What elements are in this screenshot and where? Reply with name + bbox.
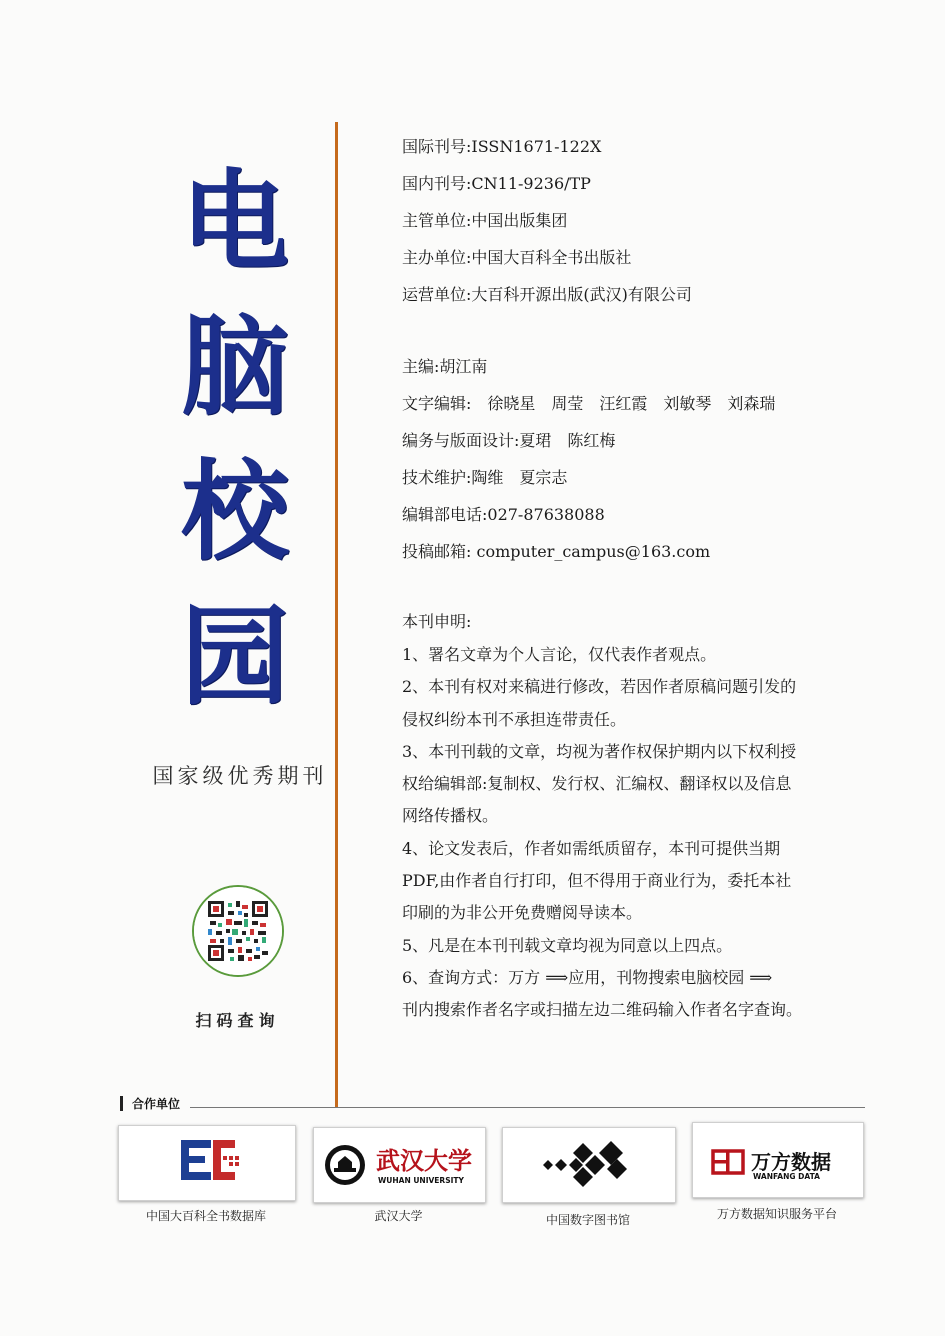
notice-title: 本刊申明:	[402, 612, 472, 631]
scan-to-query-label: 扫码查询	[195, 1011, 280, 1030]
sponsor-line: 主办单位:中国大百科全书出版社	[402, 248, 632, 267]
operator-line: 运营单位:大百科开源出版(武汉)有限公司	[402, 285, 692, 304]
title-char: 校	[180, 449, 289, 575]
notice-line: 刊内搜索作者名字或扫描左边二维码输入作者名字查询。	[402, 1000, 803, 1020]
wanfang-logo-en: WANFANG DATA	[753, 1172, 820, 1181]
whu-logo-cn: 武汉大学	[376, 1146, 472, 1175]
partner-caption: 武汉大学	[374, 1209, 423, 1223]
phone-line: 编辑部电话:027-87638088	[402, 505, 605, 524]
tech-support-line: 技术维护:陶维 夏宗志	[402, 468, 568, 487]
title-char: 脑	[180, 304, 289, 430]
wanfang-logo-icon	[693, 1123, 863, 1197]
notice-line: 权给编辑部:复制权、发行权、汇编权、翻译权以及信息	[402, 774, 792, 794]
partner-logo-wanfang[interactable]	[692, 1122, 864, 1198]
supervisor-line: 主管单位:中国出版集团	[402, 211, 568, 230]
partner-caption: 中国大百科全书数据库	[145, 1209, 266, 1223]
title-char: 电	[180, 159, 289, 285]
chief-editor-line: 主编:胡江南	[402, 357, 488, 376]
layout-design-line: 编务与版面设计:夏珺 陈红梅	[402, 431, 616, 450]
qr-code-icon[interactable]	[192, 885, 284, 977]
notice-line: 4、论文发表后，作者如需纸质留存，本刊可提供当期	[402, 838, 781, 858]
partner-logo-whu[interactable]	[313, 1127, 486, 1203]
email-line[interactable]: 投稿邮箱: computer_campus@163.com	[402, 542, 711, 561]
whu-emblem-icon	[314, 1128, 485, 1202]
notice-line: PDF,由作者自行打印，但不得用于商业行为，委托本社	[402, 871, 792, 891]
whu-logo-en: WUHAN UNIVERSITY	[378, 1176, 464, 1185]
national-journal-badge: 国家级优秀期刊	[152, 764, 328, 788]
text-editors-line: 文字编辑: 徐晓星 周莹 汪红霞 刘敏琴 刘森瑞	[402, 394, 776, 413]
notice-line: 印刷的为非公开免费赠阅导读本。	[402, 903, 643, 923]
journal-title	[160, 150, 310, 730]
wanfang-logo-cn: 万方数据	[751, 1150, 831, 1174]
partners-title: 合作单位	[132, 1097, 181, 1111]
partner-caption: 中国数字图书馆	[545, 1213, 630, 1227]
partner-logo-digital-library[interactable]	[502, 1127, 676, 1203]
encyclopedia-db-icon	[119, 1126, 295, 1200]
publication-info	[402, 128, 872, 1027]
digital-library-icon	[503, 1128, 675, 1202]
cn-line: 国内刊号:CN11-9236/TP	[402, 174, 591, 193]
partner-caption: 万方数据知识服务平台	[716, 1207, 837, 1221]
title-char: 园	[180, 594, 289, 720]
vertical-divider	[335, 122, 338, 1108]
notice-line: 1、署名文章为个人言论，仅代表作者观点。	[402, 645, 717, 664]
notice-line: 侵权纠纷本刊不承担连带责任。	[402, 709, 627, 729]
notice-line: 6、查询方式：万方 ⟹应用，刊物搜索电脑校园 ⟹	[402, 967, 773, 987]
notice-line: 网络传播权。	[402, 806, 499, 826]
partners-header	[120, 1095, 865, 1113]
notice-line: 5、凡是在本刊刊载文章均视为同意以上四点。	[402, 935, 733, 955]
notice-line: 2、本刊有权对来稿进行修改，若因作者原稿问题引发的	[402, 677, 797, 697]
partner-logo-encyclopedia[interactable]	[118, 1125, 296, 1201]
issn-line: 国际刊号:ISSN1671-122X	[402, 137, 602, 156]
notice-line: 3、本刊刊载的文章，均视为著作权保护期内以下权利授	[402, 741, 797, 761]
